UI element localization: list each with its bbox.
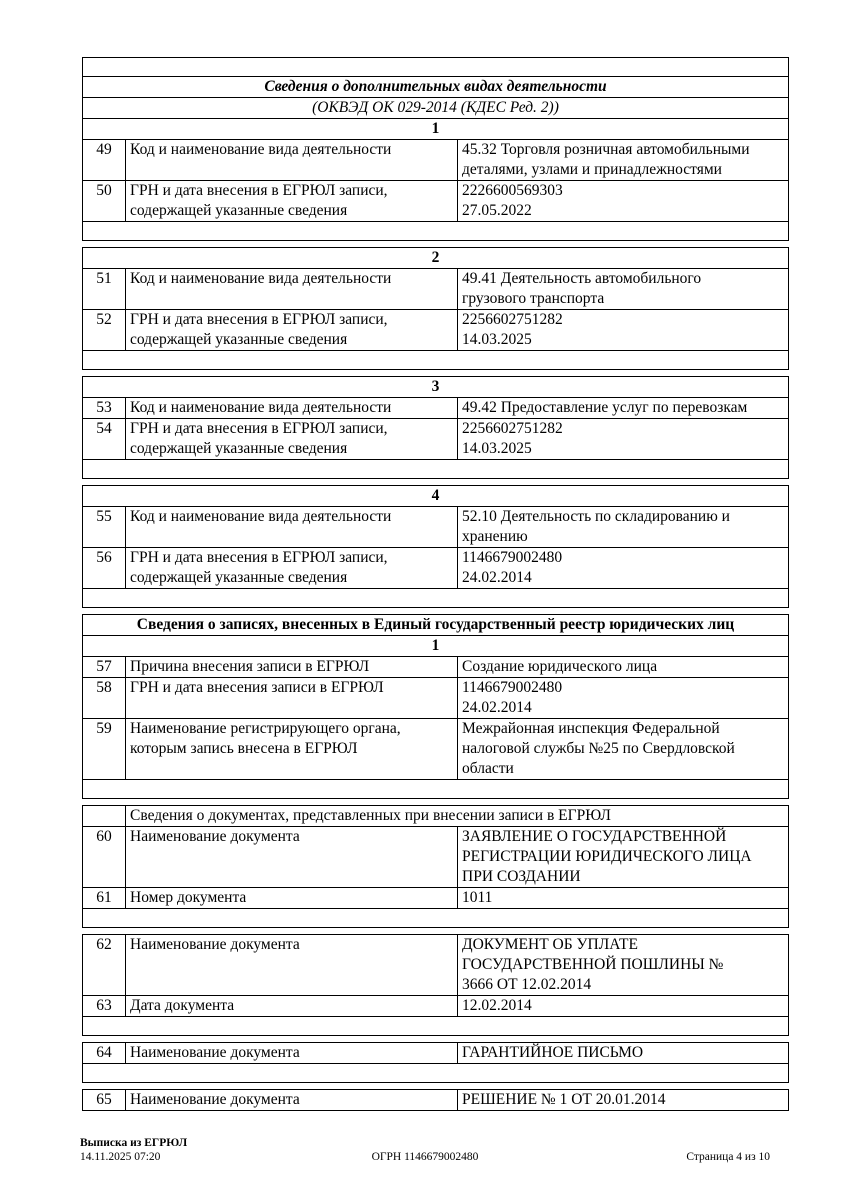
field-value-cell xyxy=(458,269,789,310)
row-number-cell xyxy=(83,806,126,827)
table-row xyxy=(83,140,789,181)
table-row xyxy=(83,269,789,310)
table-row xyxy=(83,657,789,678)
field-label-cell: Код и наименование вида деятельности xyxy=(126,140,458,181)
field-label-cell: ГРН и дата внесения записи в ЕГРЮЛ xyxy=(126,678,458,719)
field-value-line: Создание юридического лица xyxy=(462,658,658,675)
row-number-cell: 56 xyxy=(83,548,126,589)
table-row xyxy=(83,636,789,657)
row-number-cell: 53 xyxy=(83,398,126,419)
field-label-cell: ГРН и дата внесения в ЕГРЮЛ записи, содержащей указанные сведения xyxy=(126,310,458,351)
spacer-row-cell xyxy=(83,222,789,241)
table-row xyxy=(83,1064,789,1083)
row-number-cell: 58 xyxy=(83,678,126,719)
field-value-line: 52.10 Деятельность по складированию и xyxy=(462,508,730,525)
row-number-cell: 61 xyxy=(83,888,126,909)
field-value-line: 1146679002480 xyxy=(462,679,563,696)
table-row xyxy=(83,909,789,928)
field-value-cell xyxy=(458,888,789,909)
table-row xyxy=(83,248,789,269)
spacer-row-cell xyxy=(83,460,789,479)
egrul-extract-page xyxy=(82,57,788,1117)
spacer-row-cell xyxy=(83,780,789,799)
field-label-cell: Код и наименование вида деятельности xyxy=(126,398,458,419)
section-table-record-documents-2 xyxy=(82,934,789,1036)
footer-ogrn: ОГРН 1146679002480 xyxy=(371,1151,479,1163)
row-number-cell: 50 xyxy=(83,181,126,222)
table-row xyxy=(83,589,789,608)
field-value-cell xyxy=(458,507,789,548)
table-row xyxy=(83,119,789,140)
group-number: 1 xyxy=(83,636,789,657)
table-row xyxy=(83,181,789,222)
table-row xyxy=(83,1017,789,1036)
spacer-row-cell xyxy=(83,1017,789,1036)
field-value-line: 49.42 Предоставление услуг по перевозкам xyxy=(462,399,748,416)
footer-left-block xyxy=(80,1136,310,1164)
field-label-cell: Код и наименование вида деятельности xyxy=(126,269,458,310)
field-value-line: хранению xyxy=(462,528,528,545)
field-value-line: ПРИ СОЗДАНИИ xyxy=(462,868,581,885)
field-label-cell: Дата документа xyxy=(126,996,458,1017)
table-row xyxy=(83,507,789,548)
field-value-line: области xyxy=(462,760,514,777)
row-number-cell: 62 xyxy=(83,935,126,996)
row-number-cell: 59 xyxy=(83,719,126,780)
field-value-cell xyxy=(458,996,789,1017)
field-value-line: деталями, узлами и принадлежностями xyxy=(462,161,722,178)
section-table-egrul-records-1 xyxy=(82,614,789,799)
field-label-cell: Номер документа xyxy=(126,888,458,909)
footer-datetime: 14.11.2025 07:20 xyxy=(80,1151,161,1163)
field-value-line: РЕГИСТРАЦИИ ЮРИДИЧЕСКОГО ЛИЦА xyxy=(462,848,752,865)
field-label-cell: Причина внесения записи в ЕГРЮЛ xyxy=(126,657,458,678)
table-row xyxy=(83,719,789,780)
field-value-cell xyxy=(458,140,789,181)
footer-page-number: Страница 4 из 10 xyxy=(686,1151,770,1163)
row-number-cell: 49 xyxy=(83,140,126,181)
field-value-line: ДОКУМЕНТ ОБ УПЛАТЕ xyxy=(462,936,638,953)
table-row xyxy=(83,58,789,77)
group-number: 3 xyxy=(83,377,789,398)
section-table-additional-activities-2 xyxy=(82,247,789,370)
field-value-line: 2256602751282 xyxy=(462,311,563,328)
field-label-cell: ГРН и дата внесения в ЕГРЮЛ записи, содержащей указанные сведения xyxy=(126,419,458,460)
footer-extract-title: Выписка из ЕГРЮЛ xyxy=(80,1137,188,1149)
field-value-cell xyxy=(458,1090,789,1111)
table-row xyxy=(83,1043,789,1064)
group-number: 1 xyxy=(83,119,789,140)
field-value-cell xyxy=(458,719,789,780)
table-row xyxy=(83,827,789,888)
spacer-row-cell xyxy=(83,1064,789,1083)
table-row xyxy=(83,888,789,909)
row-number-cell: 55 xyxy=(83,507,126,548)
row-number-cell: 51 xyxy=(83,269,126,310)
group-number: 4 xyxy=(83,486,789,507)
table-row xyxy=(83,996,789,1017)
row-number-cell: 63 xyxy=(83,996,126,1017)
table-row xyxy=(83,419,789,460)
table-row xyxy=(83,98,789,119)
table-row xyxy=(83,548,789,589)
field-label-cell: Наименование регистрирующего органа, которым запись внесена в ЕГРЮЛ xyxy=(126,719,458,780)
spacer-row-cell xyxy=(83,909,789,928)
footer xyxy=(80,1136,770,1164)
field-label-cell: Наименование документа xyxy=(126,827,458,888)
table-row xyxy=(83,806,789,827)
field-value-cell xyxy=(458,678,789,719)
field-label-cell: ГРН и дата внесения в ЕГРЮЛ записи, содержащей указанные сведения xyxy=(126,548,458,589)
field-value-line: 45.32 Торговля розничная автомобильными xyxy=(462,141,750,158)
table-subheader: Сведения о документах, представленных при внесении записи в ЕГРЮЛ xyxy=(126,806,789,827)
field-value-line: 24.02.2014 xyxy=(462,569,532,586)
section-table-additional-activities-4 xyxy=(82,485,789,608)
field-value-line: 24.02.2014 xyxy=(462,699,532,716)
table-row xyxy=(83,780,789,799)
field-value-line: 14.03.2025 xyxy=(462,440,532,457)
field-label-cell: Код и наименование вида деятельности xyxy=(126,507,458,548)
field-value-cell xyxy=(458,310,789,351)
field-value-cell xyxy=(458,548,789,589)
row-number-cell: 57 xyxy=(83,657,126,678)
field-value-line: Межрайонная инспекция Федеральной xyxy=(462,720,720,737)
field-value-cell xyxy=(458,1043,789,1064)
field-value-line: 3666 ОТ 12.02.2014 xyxy=(462,976,592,993)
section-title: Сведения о записях, внесенных в Единый государственный реестр юридических лиц xyxy=(83,615,789,636)
row-number-cell: 65 xyxy=(83,1090,126,1111)
row-number-cell: 52 xyxy=(83,310,126,351)
field-value-line: грузового транспорта xyxy=(462,290,605,307)
field-value-cell xyxy=(458,419,789,460)
field-value-line: 1011 xyxy=(462,889,493,906)
row-number-cell: 54 xyxy=(83,419,126,460)
field-value-line: 14.03.2025 xyxy=(462,331,532,348)
field-value-line: ГОСУДАРСТВЕННОЙ ПОШЛИНЫ № xyxy=(462,956,724,973)
field-label-cell: Наименование документа xyxy=(126,1043,458,1064)
field-value-line: 49.41 Деятельность автомобильного xyxy=(462,270,702,287)
field-value-line: налоговой службы №25 по Свердловской xyxy=(462,740,735,757)
field-value-line: ГАРАНТИЙНОЕ ПИСЬМО xyxy=(462,1044,644,1061)
group-number: 2 xyxy=(83,248,789,269)
table-row xyxy=(83,1090,789,1111)
table-row xyxy=(83,398,789,419)
table-row xyxy=(83,222,789,241)
section-table-record-documents-1 xyxy=(82,805,789,928)
table-row xyxy=(83,935,789,996)
table-row xyxy=(83,678,789,719)
row-number-cell: 64 xyxy=(83,1043,126,1064)
field-value-line: 2226600569303 xyxy=(462,182,563,199)
section-table-additional-activities-3 xyxy=(82,376,789,479)
spacer-row-cell xyxy=(83,351,789,370)
field-value-line: 2256602751282 xyxy=(462,420,563,437)
field-value-line: РЕШЕНИЕ № 1 ОТ 20.01.2014 xyxy=(462,1091,666,1108)
section-table-additional-activities-1 xyxy=(82,57,789,241)
field-value-line: ЗАЯВЛЕНИЕ О ГОСУДАРСТВЕННОЙ xyxy=(462,828,727,845)
table-row xyxy=(83,615,789,636)
row-number-cell: 60 xyxy=(83,827,126,888)
table-row xyxy=(83,486,789,507)
field-value-cell xyxy=(458,181,789,222)
table-row xyxy=(83,77,789,98)
field-value-cell xyxy=(458,935,789,996)
section-subtitle: (ОКВЭД ОК 029-2014 (КДЕС Ред. 2)) xyxy=(83,98,789,119)
field-value-cell xyxy=(458,398,789,419)
field-value-line: 27.05.2022 xyxy=(462,202,532,219)
table-row xyxy=(83,351,789,370)
section-table-record-documents-4 xyxy=(82,1089,789,1111)
field-value-line: 1146679002480 xyxy=(462,549,563,566)
field-label-cell: Наименование документа xyxy=(126,1090,458,1111)
section-table-record-documents-3 xyxy=(82,1042,789,1083)
field-value-line: 12.02.2014 xyxy=(462,997,532,1014)
field-value-cell xyxy=(458,827,789,888)
spacer-row-cell xyxy=(83,58,789,77)
section-title: Сведения о дополнительных видах деятельности xyxy=(83,77,789,98)
table-row xyxy=(83,377,789,398)
table-row xyxy=(83,460,789,479)
field-label-cell: ГРН и дата внесения в ЕГРЮЛ записи, содержащей указанные сведения xyxy=(126,181,458,222)
table-row xyxy=(83,310,789,351)
spacer-row-cell xyxy=(83,589,789,608)
field-label-cell: Наименование документа xyxy=(126,935,458,996)
field-value-cell xyxy=(458,657,789,678)
